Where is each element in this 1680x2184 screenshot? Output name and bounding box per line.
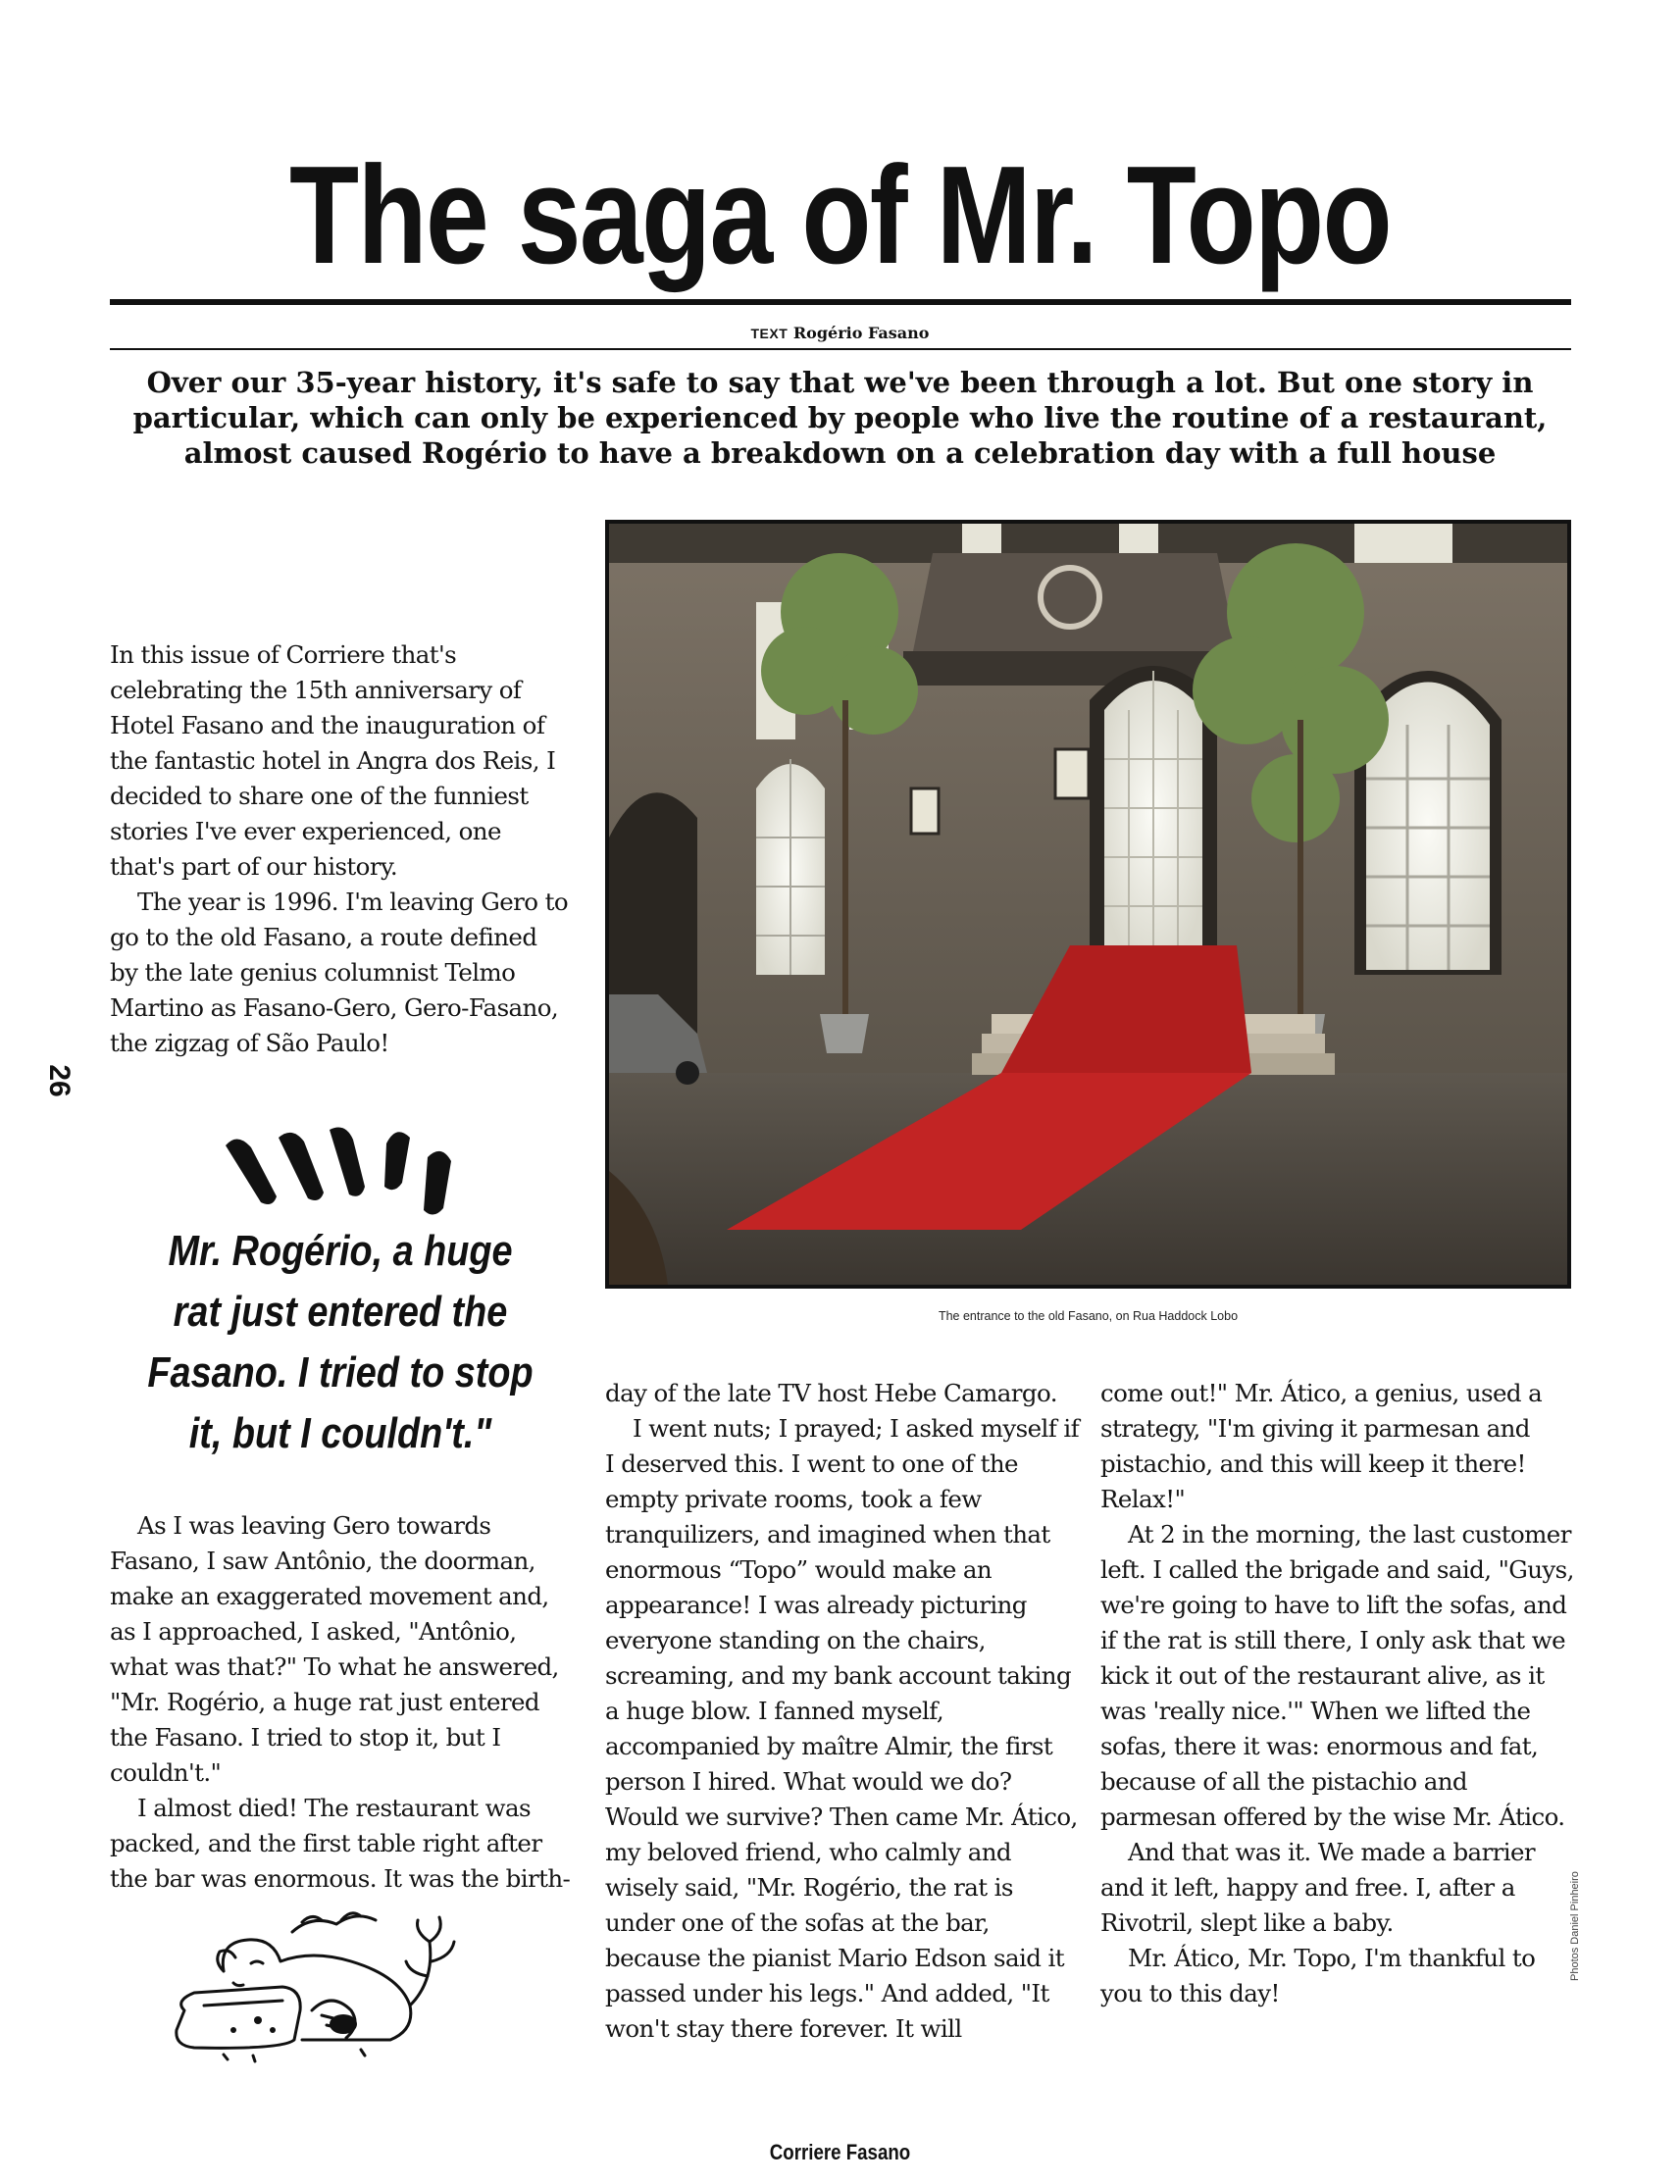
paragraph: At 2 in the morning, the last customer left. I called the brigade and said, "Guys, we're going to have to lift the sofas, and if the rat is still there, I only ask that we kick it out of the restaurant alive, as it was 'really nice.'" When we lifted the sofas, there it was: enormous and fat, because of all the pistachio and parmesan offered by the wise Mr. Ático.	[1100, 1520, 1574, 1831]
paragraph: In this issue of Corriere that's celebrating the 15th anniversary of Hotel Fasano and the inauguration of the fantastic hotel in Angra dos Reis, I decided to share one of the funniest stories I've ever experienced, one that's part of our history.	[110, 640, 556, 881]
quote-marks-icon	[218, 1118, 473, 1216]
entrance-photo	[605, 520, 1571, 1289]
column-1-top	[110, 637, 571, 1061]
photo-caption: The entrance to the old Fasano, on Rua Haddock Lobo	[938, 1309, 1239, 1323]
title-rule	[110, 299, 1571, 305]
byline-rule	[110, 348, 1571, 350]
paragraph: come out!" Mr. Ático, a genius, used a strategy, "I'm giving it parmesan and pistachio, and this will keep it there! Relax!"	[1100, 1379, 1543, 1513]
paragraph: As I was leaving Gero towards Fasano, I saw Antônio, the doorman, make an exaggerated movement and, as I approached, I asked, "Antônio, what was that?" To what he answered, "Mr. Rogério, a huge rat just entered the Fasano. I tried to stop it, but I couldn't."	[110, 1511, 559, 1787]
photo-credit: Photos Daniel Pinheiro	[1569, 1871, 1581, 1981]
paragraph: The year is 1996. I'm leaving Gero to go to the old Fasano, a route defined by the late genius columnist Telmo Martino as Fasano-Gero, Gero-Fasano, the zigzag of São Paulo!	[110, 888, 568, 1057]
page-number: 26	[43, 1064, 76, 1097]
paragraph: And that was it. We made a barrier and it left, happy and free. I, after a Rivotril, slept like a baby.	[1100, 1838, 1536, 1937]
article-dek: Over our 35-year history, it's safe to say that we've been through a lot. But one story in particular, which can only be experienced by people who live the routine of a restaurant, almost caused Rogério to have a breakdown on a celebration day with a full house	[132, 366, 1548, 470]
building-illustration	[609, 524, 1567, 1285]
byline	[0, 324, 1680, 342]
paragraph: I almost died! The restaurant was packed, and the first table right after the bar was enormous. It was the birth-	[110, 1794, 571, 1893]
byline-author: Rogério Fasano	[792, 324, 930, 342]
article-title: The saga of Mr. Topo	[288, 137, 1392, 293]
paragraph: day of the late TV host Hebe Camargo.	[605, 1379, 1057, 1407]
paragraph: Mr. Ático, Mr. Topo, I'm thankful to you to this day!	[1100, 1944, 1536, 2007]
sleeping-rat-icon	[165, 1903, 469, 2064]
footer-publication: Corriere Fasano	[769, 2140, 911, 2164]
paragraph: I went nuts; I prayed; I asked myself if I deserved this. I went to one of the empty private rooms, took a few tranquilizers, and imagined when that enormous “Topo” would make an appearance! I was already picturing everyone standing on the chairs, screaming, and my bank account taking a huge blow. I fanned myself, accompanied by maître Almir, the first person I hired. What would we do? Would we survive? Then came Mr. Ático, my beloved friend, who calmly and wisely said, "Mr. Rogério, the rat is under one of the sofas at the bar, because the pianist Mario Edson said it passed under his legs." And added, "It won't stay there forever. It will	[605, 1414, 1080, 2043]
column-3	[1100, 1376, 1581, 2011]
column-2	[605, 1376, 1086, 2047]
byline-tag: TEXT	[750, 326, 789, 341]
column-1-bottom	[110, 1508, 571, 1897]
pull-quote: Mr. Rogério, a huge rat just entered the Fasano. I tried to stop it, but I couldn't."	[147, 1227, 534, 1457]
